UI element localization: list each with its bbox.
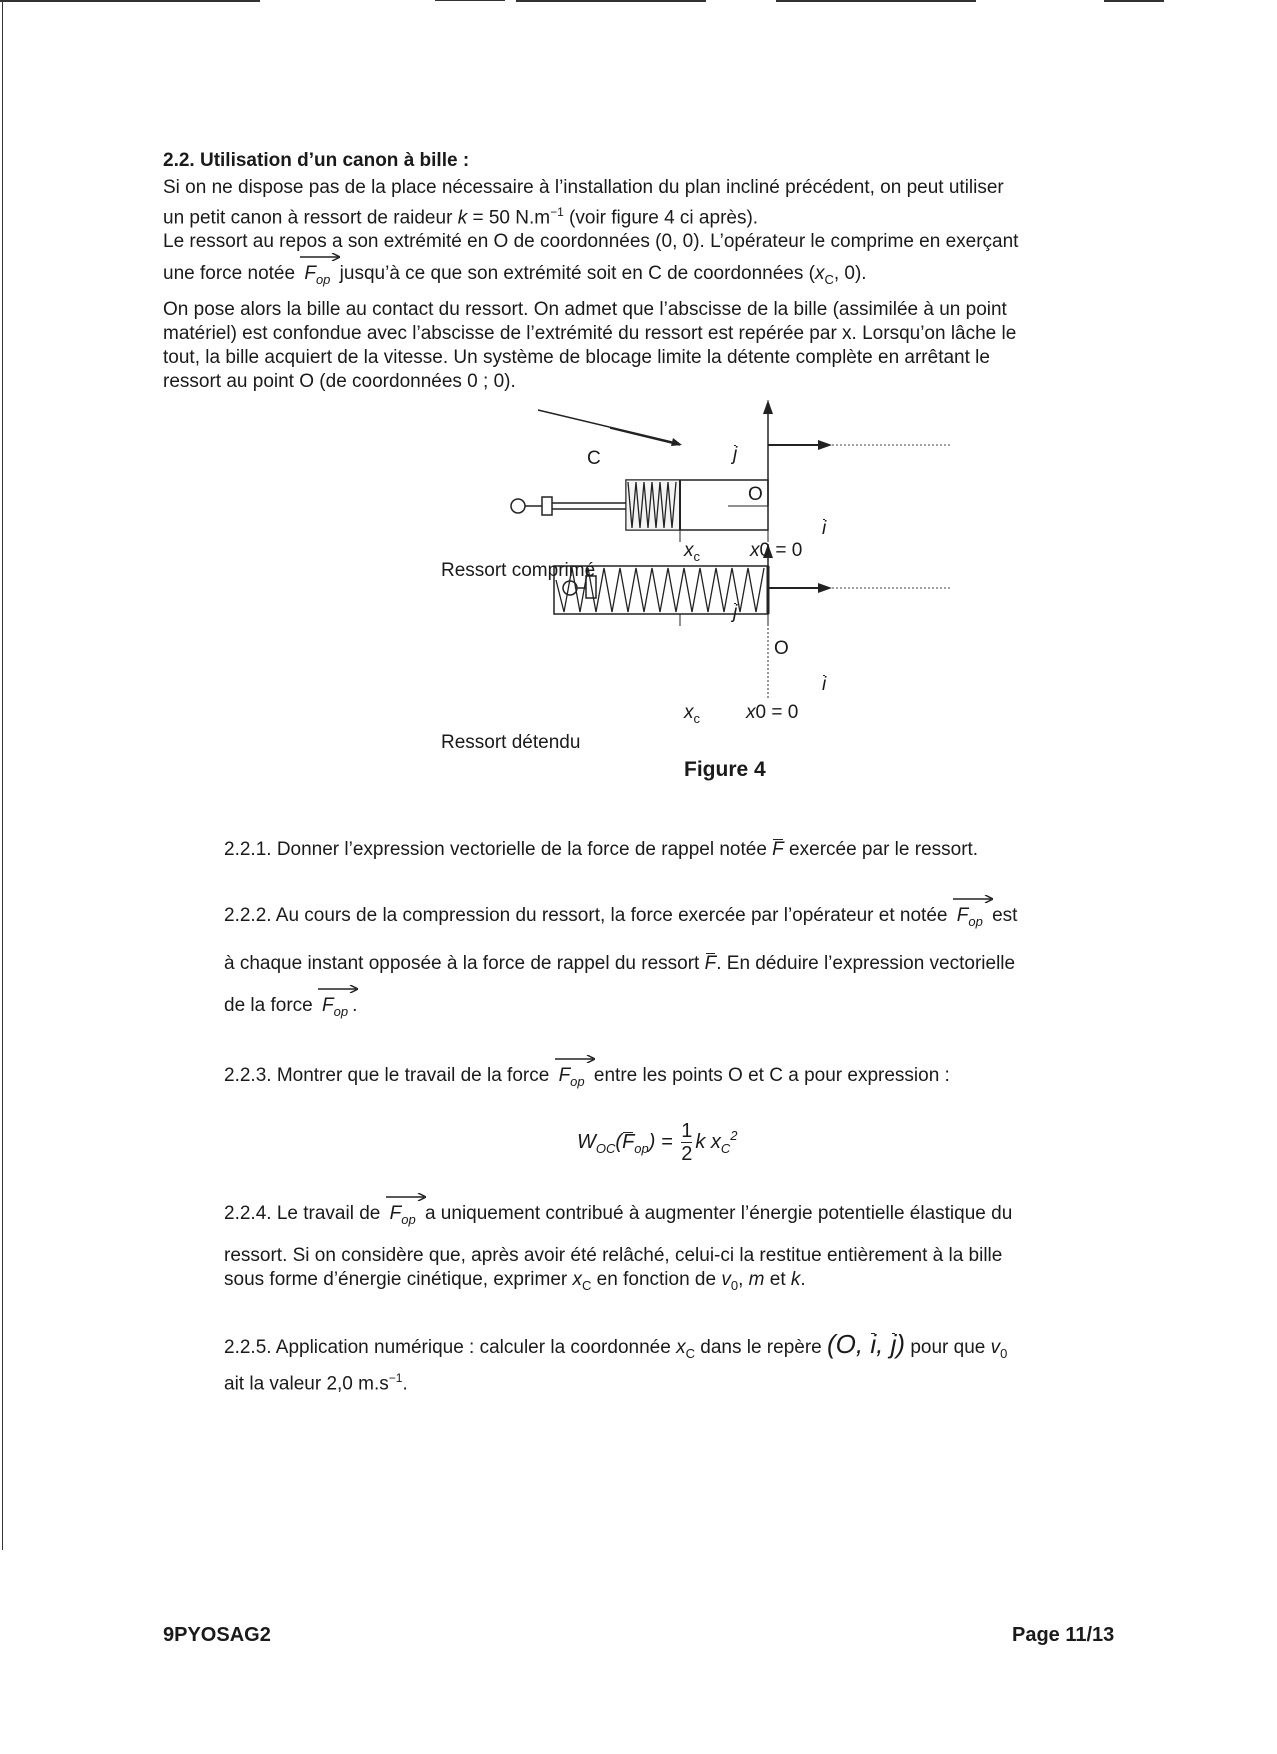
label-point-C: C xyxy=(587,448,601,469)
question-line: 2.2.4. Le travail de $F_{op}$ a uniquement contribué à augmenter l’énergie potentielle élastique du xyxy=(224,1202,1134,1232)
question-2-2-3: 2.2.3. Montrer que le travail de la force $F_{op}$ entre les points O et C a pour expression : xyxy=(224,1064,1134,1094)
fraction-one-half: $\frac{1}{2}$ xyxy=(681,1120,693,1165)
label-vector-j-bottom: j xyxy=(733,602,738,623)
label-compressed-spring: Ressort comprimé xyxy=(441,560,596,581)
vector-F-op: $F_{op}$ xyxy=(300,262,334,292)
paragraph-2-line2: une force notée $F_{op}$ jusqu’à ce que son extrémité soit en C de coordonnées ($x_C$, 0). xyxy=(163,262,1133,292)
scan-edge-line xyxy=(2,0,3,1550)
question-line: à chaque instant opposée à la force de rappel du ressort F. En déduire l’expression vectorielle xyxy=(224,952,1016,974)
label-relaxed-spring: Ressort détendu xyxy=(441,732,581,753)
vector-F-op: $F_{op}$ xyxy=(318,994,352,1024)
paragraph-line: tout, la bille acquiert de la vitesse. Un système de blocage limite la détente complète en arrêtant le xyxy=(163,347,990,368)
paragraph-line: ressort au point O (de coordonnées 0 ; 0). xyxy=(163,371,516,392)
question-line: de la force $F_{op}$ . xyxy=(224,994,1134,1024)
question-line: sous forme d’énergie cinétique, exprimer $x_C$ en fonction de $v_0$, m et k. xyxy=(224,1268,806,1293)
paragraph-line: matériel) est confondue avec l’abscisse de l’extrémité du ressort est repérée par x. Lorsqu’on lâche le xyxy=(163,323,1017,344)
paragraph-line: un petit canon à ressort de raideur k = 50 $N.m^{-1}$ (voir figure 4 ci après). xyxy=(163,205,759,229)
scan-edge-line xyxy=(435,0,505,1)
label-vector-j-top: j xyxy=(733,444,738,465)
question-line: ait la valeur 2,0 $m.s^{-1}$. xyxy=(224,1370,408,1395)
handle-ring xyxy=(511,499,525,513)
scan-edge-line xyxy=(1104,0,1164,2)
scan-edge-line xyxy=(0,0,260,2)
paragraph-line: Si on ne dispose pas de la place nécessaire à l’installation du plan incliné précédent, on peut utiliser xyxy=(163,177,1004,198)
document-code: 9PYOSAG2 xyxy=(163,1624,271,1646)
piston-stop xyxy=(542,497,552,515)
label-origin-O-top: O xyxy=(748,484,763,505)
pointer-line-C xyxy=(538,410,672,442)
label-origin-O-bottom: O xyxy=(774,638,789,659)
label-xc-top: $x_c$ xyxy=(684,540,700,564)
label-xc-bottom: $x_c$ xyxy=(684,702,700,726)
label-vector-i-top: i xyxy=(822,518,827,539)
paragraph-3 xyxy=(163,298,1133,394)
section-title: 2.2. Utilisation d’un canon à bille : xyxy=(163,150,470,171)
vector-F-op: $F_{op}$ xyxy=(953,904,987,934)
scan-edge-line xyxy=(776,0,976,2)
vector-F-op: $F_{op}$ xyxy=(386,1202,420,1232)
label-vector-i-bottom: i xyxy=(822,674,827,695)
question-line: ressort. Si on considère que, après avoir été relâché, celui-ci la restitue entièrement à la bille xyxy=(224,1244,1003,1266)
compressed-spring-assembly xyxy=(511,400,950,542)
question-line: 2.2.2. Au cours de la compression du ressort, la force exercée par l’opérateur et notée $F_{op}$ est xyxy=(224,904,1134,934)
question-2-2-1: 2.2.1. Donner l’expression vectorielle de la force de rappel notée F exercée par le ressort. xyxy=(224,839,979,860)
question-2-2-4 xyxy=(224,1202,1134,1298)
question-line: 2.2.5. Application numérique : calculer la coordonnée $x_C$ dans le repère (O, i, j) pour que $v_0$ xyxy=(224,1329,1008,1361)
label-x0-bottom: x0 = 0 xyxy=(746,702,799,723)
work-formula: $W_{OC}(F_{op})$ = $\frac{1}{2}$ k $x_C^2$ xyxy=(577,1120,738,1165)
scan-edge-line xyxy=(516,0,706,2)
paragraph-line: Le ressort au repos a son extrémité en O de coordonnées (0, 0). L’opérateur le comprime en exerçant xyxy=(163,231,1019,253)
question-2-2-2 xyxy=(224,904,1134,1024)
reference-frame: (O, i, j) xyxy=(827,1329,906,1359)
page-number: Page 11/13 xyxy=(1012,1624,1115,1646)
paragraph-line: On pose alors la bille au contact du ressort. On admet que l’abscisse de la bille (assimilée à un point xyxy=(163,299,1007,320)
vector-F-op: $F_{op}$ xyxy=(555,1064,589,1094)
label-x0-top: x0 = 0 xyxy=(750,540,803,561)
question-2-2-5 xyxy=(224,1329,1134,1396)
figure-caption: Figure 4 xyxy=(684,758,766,781)
paragraph-1 xyxy=(163,176,1133,254)
